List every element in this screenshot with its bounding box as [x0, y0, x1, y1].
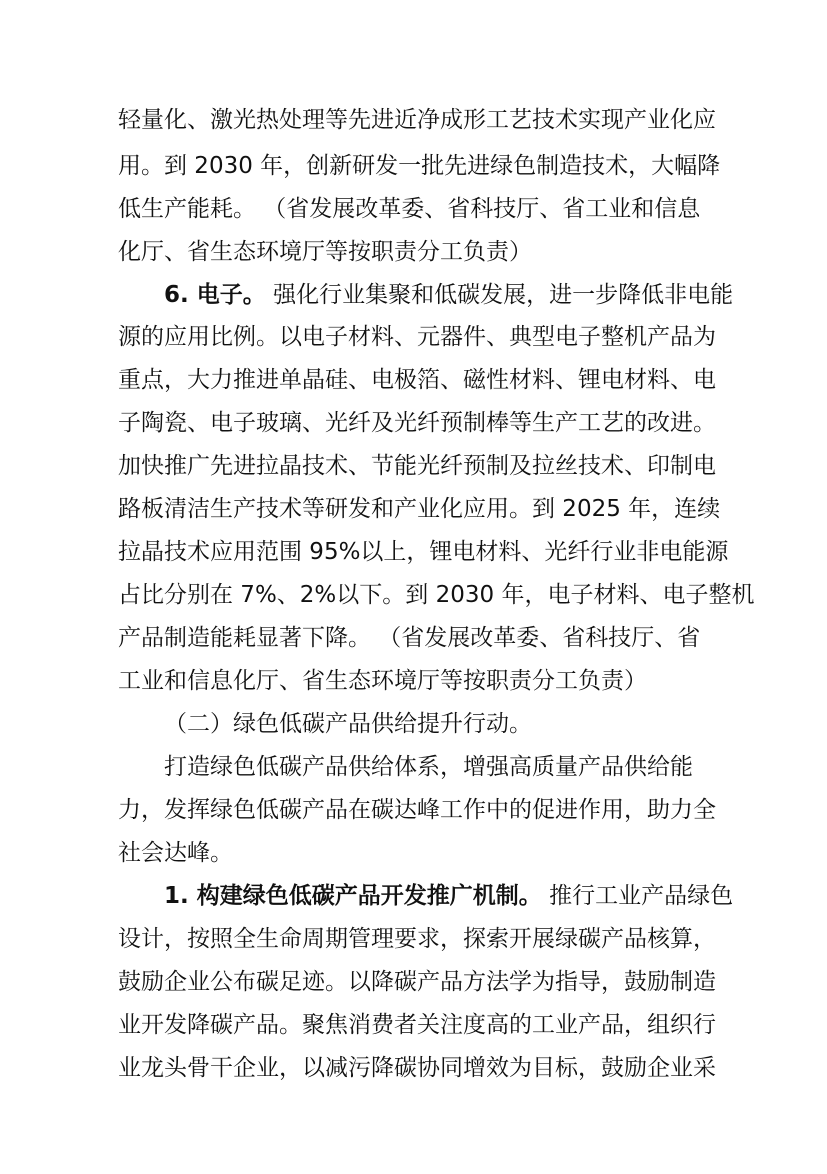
- paragraph-line: [0, 189, 827, 229]
- section-title-line: （二）绿色低碳产品供给提升行动。: [164, 711, 532, 737]
- line-text: 力，发挥绿色低碳产品在碳达峰工作中的促进作用，助力全: [118, 797, 716, 823]
- line-text: 化厅、省生态环境厅等按职责分工负责）: [118, 239, 532, 265]
- line-text: 拉晶技术应用范围 95%以上，锂电材料、光纤行业非电能源: [118, 539, 729, 565]
- paragraph-line: [0, 833, 827, 873]
- line-text: 用。到 2030 年，创新研发一批先进绿色制造技术，大幅降: [118, 153, 721, 179]
- paragraph-line: [0, 489, 827, 529]
- paragraph-line: [0, 876, 827, 916]
- line-text: 子陶瓷、电子玻璃、光纤及光纤预制棒等生产工艺的改进。: [118, 410, 716, 436]
- paragraph-line: [0, 962, 827, 1002]
- paragraph-line: [0, 575, 827, 615]
- paragraph-line: [0, 532, 827, 572]
- paragraph-line: [0, 317, 827, 357]
- line-text: 占比分别在 7%、2%以下。到 2030 年，电子材料、电子整机: [118, 582, 755, 608]
- line-text: 源的应用比例。以电子材料、元器件、典型电子整机产品为: [118, 324, 716, 350]
- paragraph-line: [0, 1048, 827, 1088]
- line-text: 强化行业集聚和低碳发展，进一步降低非电能: [273, 282, 734, 308]
- line-text: 路板清洁生产技术等研发和产业化应用。到 2025 年，连续: [118, 496, 721, 522]
- line-text: 产品制造能耗显著下降。 （省发展改革委、省科技厅、省: [118, 625, 701, 651]
- line-text: 加快推广先进拉晶技术、节能光纤预制及拉丝技术、印制电: [118, 453, 716, 479]
- line-text: 低生产能耗。 （省发展改革委、省科技厅、省工业和信息: [118, 196, 701, 222]
- paragraph-line: [0, 618, 827, 658]
- paragraph-line: [0, 275, 827, 315]
- paragraph-line: [0, 100, 827, 140]
- paragraph-line: [0, 1005, 827, 1045]
- paragraph-line: [0, 661, 827, 701]
- line-text: 业龙头骨干企业，以减污降碳协同增效为目标，鼓励企业采: [118, 1055, 716, 1081]
- line-text: 鼓励企业公布碳足迹。以降碳产品方法学为指导，鼓励制造: [118, 969, 716, 995]
- line-text: 打造绿色低碳产品供给体系，增强高质量产品供给能: [164, 754, 693, 780]
- paragraph-line: [0, 403, 827, 443]
- paragraph-line: [0, 446, 827, 486]
- section-heading-mechanism: 1. 构建绿色低碳产品开发推广机制。: [164, 883, 542, 909]
- paragraph-line: [0, 747, 827, 787]
- line-text: 社会达峰。: [118, 840, 233, 866]
- line-text: 设计，按照全生命周期管理要求，探索开展绿碳产品核算，: [118, 926, 716, 952]
- paragraph-line: [0, 790, 827, 830]
- section-heading-electronics: 6. 电子。: [164, 282, 266, 308]
- line-text: 业开发降碳产品。聚焦消费者关注度高的工业产品，组织行: [118, 1012, 716, 1038]
- paragraph-line: [0, 919, 827, 959]
- paragraph-line: [0, 146, 827, 186]
- line-text: 工业和信息化厅、省生态环境厅等按职责分工负责）: [118, 668, 647, 694]
- paragraph-line: [0, 704, 827, 744]
- paragraph-line: [0, 360, 827, 400]
- line-text: 重点，大力推进单晶硅、电极箔、磁性材料、锂电材料、电: [118, 367, 716, 393]
- line-text: 推行工业产品绿色: [549, 883, 734, 909]
- line-text: 轻量化、激光热处理等先进近净成形工艺技术实现产业化应: [118, 107, 716, 133]
- paragraph-line: [0, 232, 827, 272]
